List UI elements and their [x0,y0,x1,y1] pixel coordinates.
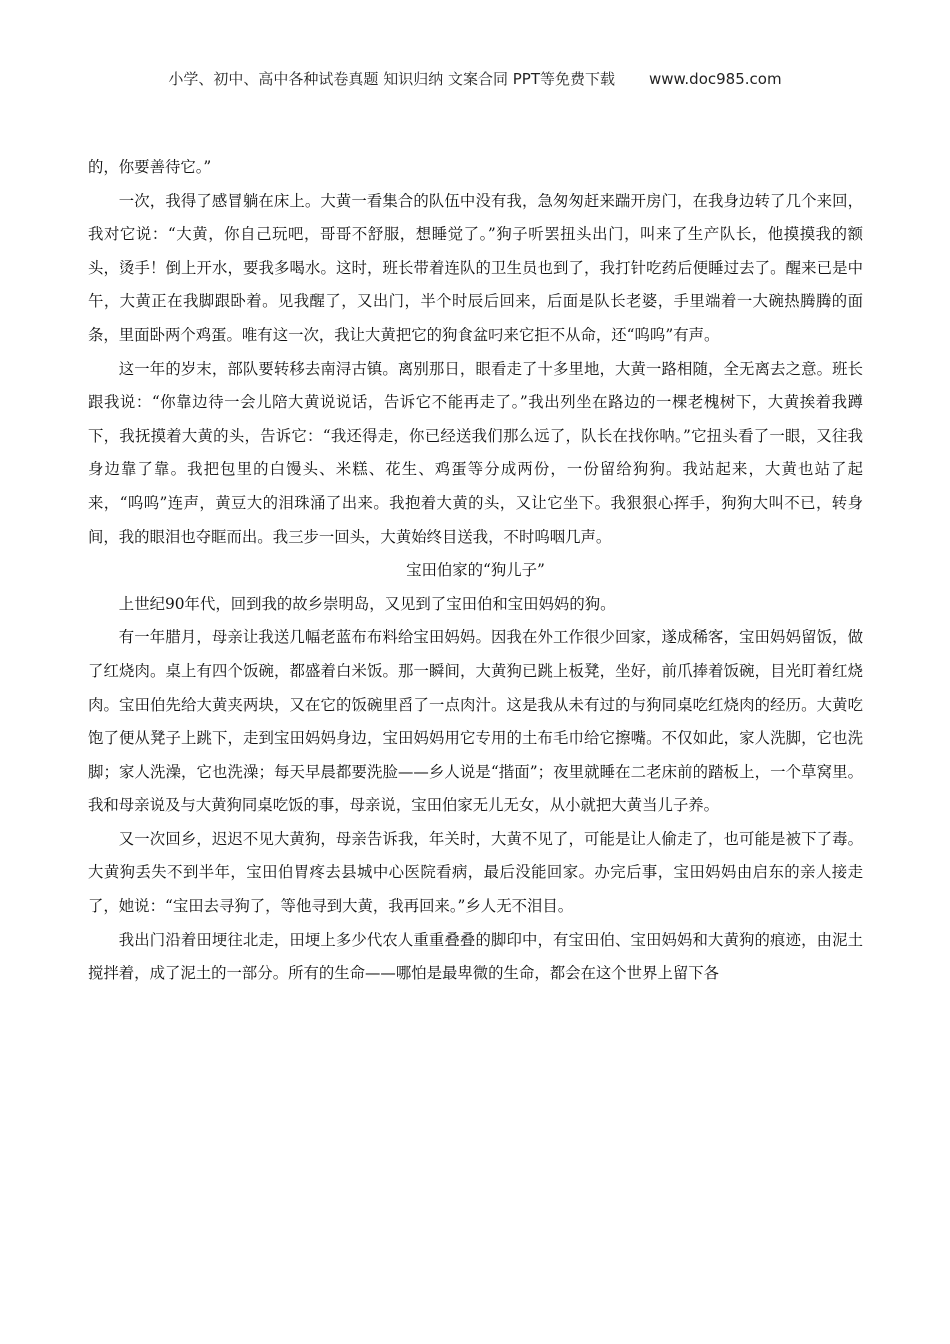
paragraph: 有一年腊月，母亲让我送几幅老蓝布布料给宝田妈妈。因我在外工作很少回家，遂成稀客，宝田妈妈留饭，做了红烧肉。桌上有四个饭碗，都盛着白米饭。那一瞬间，大黄狗已跳上板凳，坐好，前爪捧着饭碗，目光盯着红烧肉。宝田伯先给大黄夹两块，又在它的饭碗里舀了一点肉汁。这是我从未有过的与狗同桌吃红烧肉的经历。大黄吃饱了便从凳子上跳下，走到宝田妈妈身边，宝田妈妈用它专用的土布毛巾给它擦嘴。不仅如此，家人洗脚，它也洗脚；家人洗澡，它也洗澡；每天早晨都要洗脸——乡人说是“揩面”；夜里就睡在二老床前的踏板上，一个草窝里。我和母亲说及与大黄狗同桌吃饭的事，母亲说，宝田伯家无儿无女，从小就把大黄当儿子养。 [88,628,863,815]
paragraph: 我出门沿着田埂往北走，田埂上多少代农人重重叠叠的脚印中，有宝田伯、宝田妈妈和大黄狗的痕迹，由泥土搅拌着，成了泥土的一部分。所有的生命——哪怕是最卑微的生命，都会在这个世界上留下各 [88,930,863,983]
section-title: 宝田伯家的“狗儿子” [406,561,545,580]
header-site-url[interactable]: www.doc985.com [648,70,782,88]
paragraph: 的，你要善待它。” [88,158,212,176]
paragraph: 这一年的岁末，部队要转移去南浔古镇。离别那日，眼看走了十多里地，大黄一路相随，全无离去之意。班长跟我说：“你靠边待一会儿陪大黄说说话，告诉它不能再走了。”我出列坐在路边的一棵老槐树下，大黄挨着我蹲下，我抚摸着大黄的头，告诉它：“我还得走，你已经送我们那么远了，队长在找你呐。”它扭头看了一眼，又往我身边靠了靠。我把包里的白馒头、米糕、花生、鸡蛋等分成两份，一份留给狗狗。我站起来，大黄也站了起来，“呜呜”连声，黄豆大的泪珠涌了出来。我抱着大黄的头，又让它坐下。我狠狠心挥手，狗狗大叫不已，转身间，我的眼泪也夺眶而出。我三步一回头，大黄始终目送我，不时呜咽几声。 [88,359,863,546]
header-text: 小学、初中、高中各种试卷真题 知识归纳 文案合同 PPT等免费下载 [168,70,615,88]
paragraph: 一次，我得了感冒躺在床上。大黄一看集合的队伍中没有我，急匆匆赶来踹开房门，在我身边转了几个来回，我对它说：“大黄，你自己玩吧，哥哥不舒服，想睡觉了。”狗子听罢扭头出门，叫来了生产队长，他摸摸我的额头，烫手！倒上开水，要我多喝水。这时，班长带着连队的卫生员也到了，我打针吃药后便睡过去了。醒来已是中午，大黄正在我脚跟卧着。见我醒了，又出门，半个时辰后回来，后面是队长老婆，手里端着一大碗热腾腾的面条，里面卧两个鸡蛋。唯有这一次，我让大黄把它的狗食盆叼来它拒不从命，还“呜呜”有声。 [88,191,863,344]
paragraph: 又一次回乡，迟迟不见大黄狗，母亲告诉我，年关时，大黄不见了，可能是让人偷走了，也可能是被下了毒。大黄狗丢失不到半年，宝田伯胃疼去县城中心医院看病，最后没能回家。办完后事，宝田妈妈由启东的亲人接走了，她说：“宝田去寻狗了，等他寻到大黄，我再回来。”乡人无不泪目。 [88,829,863,916]
page-header [0,68,950,89]
article-body [88,151,863,991]
paragraph: 上世纪90年代，回到我的故乡崇明岛，又见到了宝田伯和宝田妈妈的狗。 [118,594,616,613]
